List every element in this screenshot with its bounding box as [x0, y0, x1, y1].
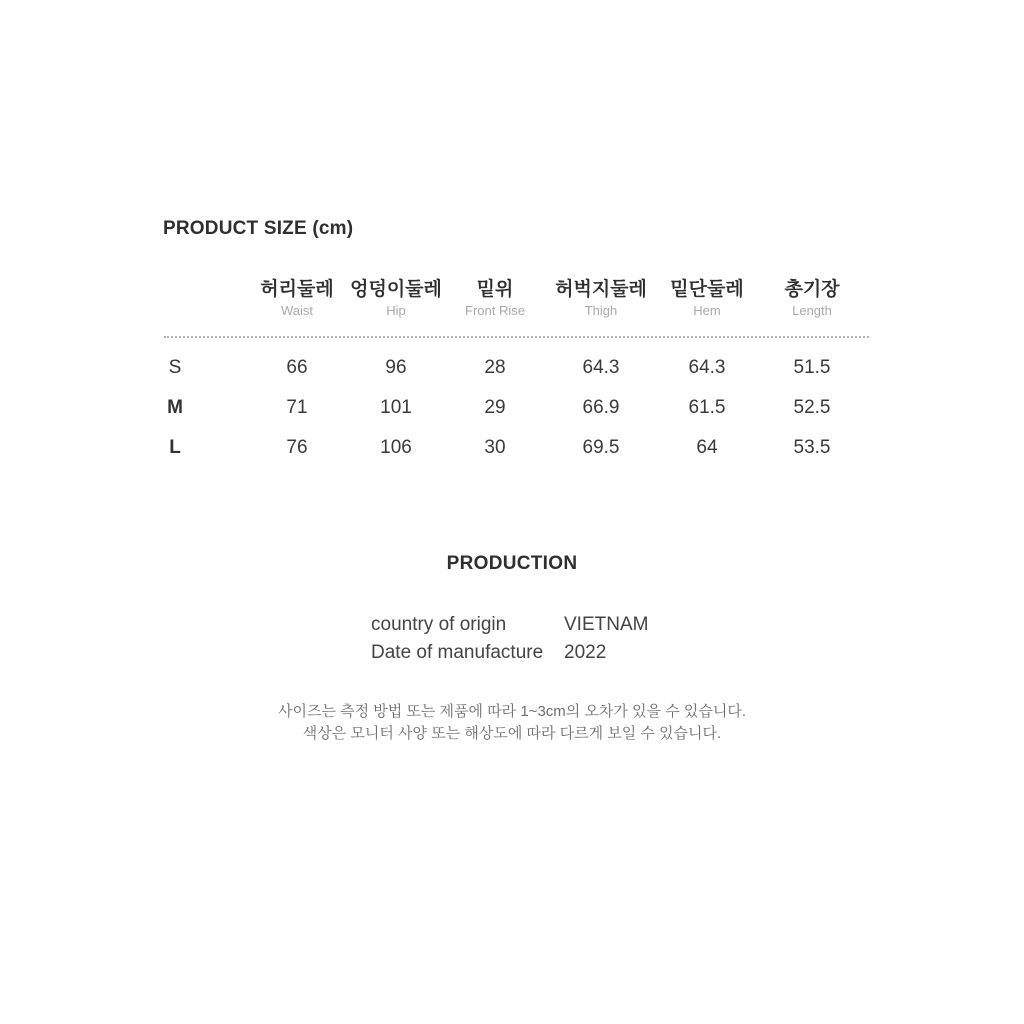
info-key-country: country of origin: [371, 614, 507, 635]
table-cell: 29: [484, 397, 506, 418]
column-header-ko: 총기장: [784, 279, 840, 300]
column-header-thigh: [541, 278, 661, 319]
info-value-country: VIETNAM: [564, 614, 649, 635]
table-row: [0, 395, 1024, 421]
column-header-hem: [647, 278, 767, 319]
production-title: PRODUCTION: [446, 553, 578, 574]
table-cell: 52.5: [793, 397, 831, 418]
table-cell: 64: [696, 437, 718, 458]
info-value-date: 2022: [564, 642, 607, 663]
info-key-date: Date of manufacture: [371, 642, 544, 663]
size-label: L: [169, 437, 181, 458]
table-cell: 61.5: [688, 397, 726, 418]
table-row: [0, 355, 1024, 381]
column-header-ko: 밑단둘레: [670, 279, 744, 300]
table-cell: 71: [286, 397, 308, 418]
table-cell: 64.3: [582, 357, 620, 378]
table-cell: 66.9: [582, 397, 620, 418]
column-header-en: Hem: [693, 303, 721, 318]
table-row: [0, 435, 1024, 461]
column-header-ko: 엉덩이둘레: [350, 279, 442, 300]
table-cell: 106: [380, 437, 412, 458]
column-header-en: Length: [792, 303, 832, 318]
note-size-tolerance: 사이즈는 측정 방법 또는 제품에 따라 1~3cm의 오차가 있을 수 있습니다.: [277, 703, 747, 720]
table-cell: 96: [385, 357, 407, 378]
size-label: S: [168, 357, 182, 378]
dotted-divider: [164, 336, 869, 338]
table-cell: 30: [484, 437, 506, 458]
column-header-length: [752, 278, 872, 319]
table-cell: 101: [380, 397, 412, 418]
column-header-ko: 허벅지둘레: [555, 279, 647, 300]
table-cell: 76: [286, 437, 308, 458]
table-cell: 69.5: [582, 437, 620, 458]
column-header-en: Front Rise: [465, 303, 525, 318]
column-header-en: Waist: [280, 303, 314, 318]
table-cell: 53.5: [793, 437, 831, 458]
column-header-en: Hip: [386, 303, 406, 318]
size-table-title: PRODUCT SIZE (cm): [163, 218, 354, 239]
table-cell: 51.5: [793, 357, 831, 378]
table-cell: 64.3: [688, 357, 726, 378]
column-header-ko: 허리둘레: [260, 279, 334, 300]
size-label: M: [167, 397, 183, 418]
table-cell: 66: [286, 357, 308, 378]
column-header-en: Thigh: [584, 303, 618, 318]
column-header-ko: 밑위: [476, 279, 514, 300]
table-cell: 28: [484, 357, 506, 378]
note-color-variance: 색상은 모니터 사양 또는 해상도에 따라 다르게 보일 수 있습니다.: [302, 725, 722, 742]
column-header-front-rise: [435, 278, 555, 319]
